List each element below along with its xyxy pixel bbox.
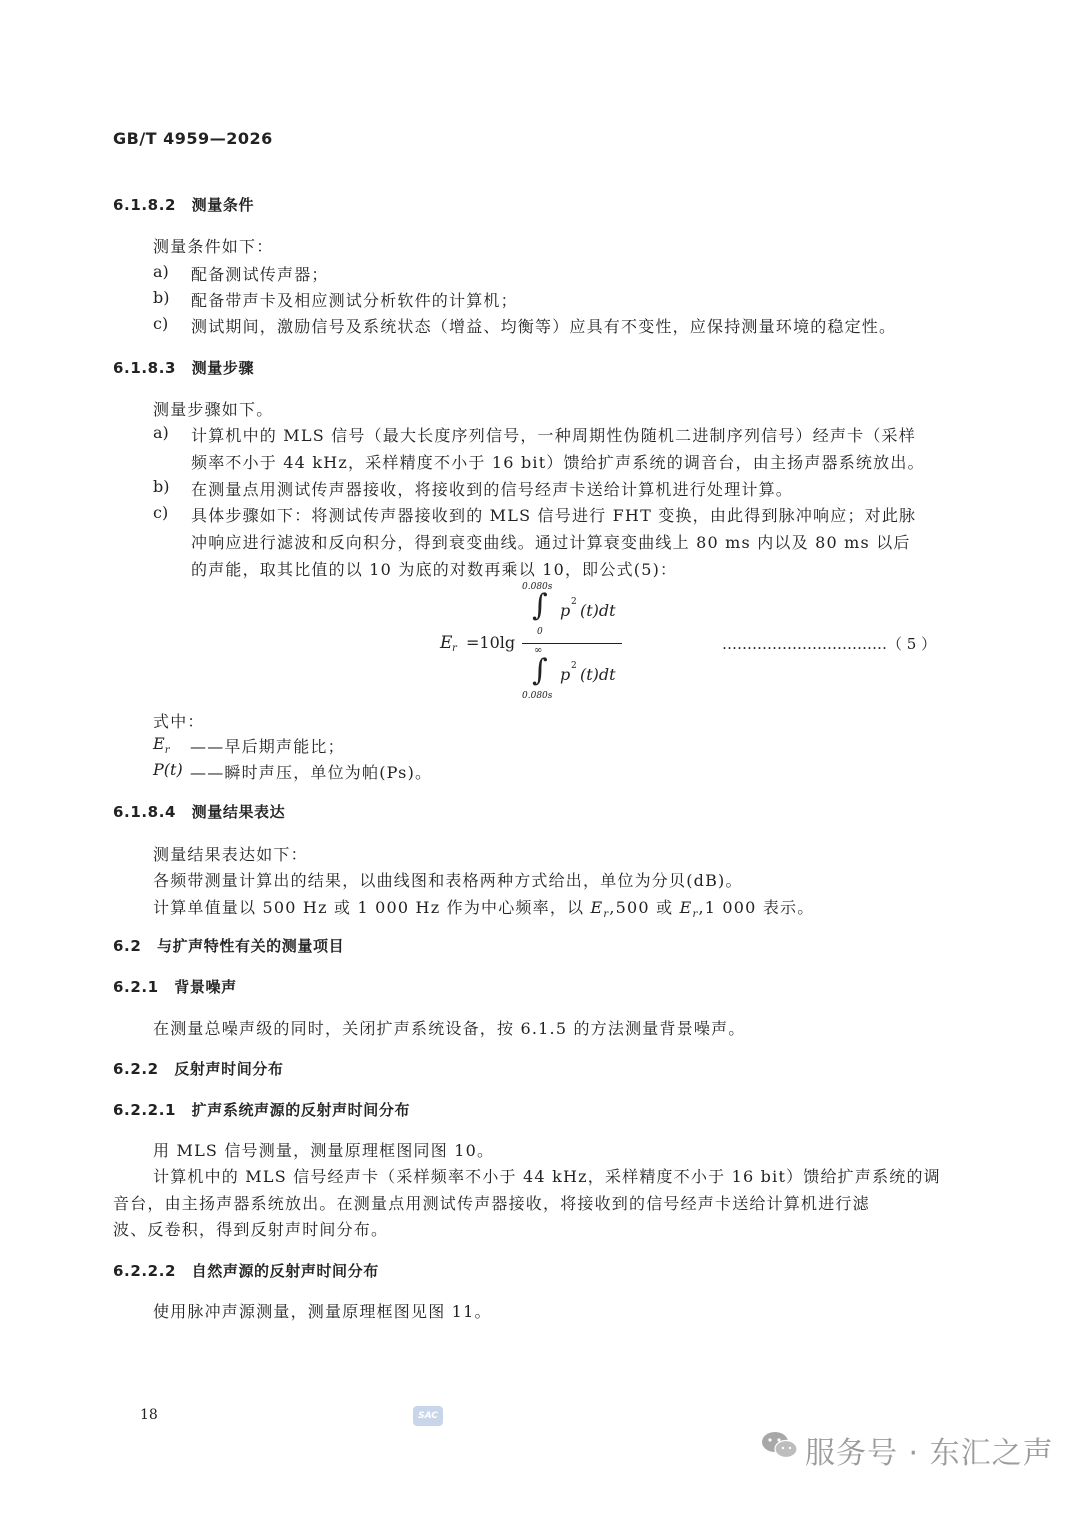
list-label: c) — [153, 314, 169, 333]
list-item-line: 冲响应进行滤波和反向积分，得到衰变曲线。通过计算衰变曲线上 80 ms 内以及 80 ms 以后 — [191, 533, 911, 552]
section-heading-6221: 6.2.2.1 扩声系统声源的反射声时间分布 — [113, 1101, 411, 1119]
list-label: a) — [153, 423, 169, 442]
formula-den-lower-limit: 0.080s — [522, 691, 553, 701]
symbol-e: E — [590, 898, 604, 917]
list-label: b) — [153, 477, 170, 496]
paragraph: 在测量总噪声级的同时，关闭扩声系统设备，按 6.1.5 的方法测量背景噪声。 — [153, 1019, 746, 1038]
formula-den-arg: (t)dt — [580, 665, 616, 684]
formula-num-integrand: p — [560, 601, 571, 620]
list-item-line: 计算机中的 MLS 信号（最大长度序列信号，一种周期性伪随机二进制序列信号）经声卡（采样 — [191, 426, 916, 445]
section-heading-6222: 6.2.2.2 自然声源的反射声时间分布 — [113, 1262, 379, 1280]
symbol-e: E — [679, 898, 693, 917]
list-label: a) — [153, 262, 169, 281]
fraction-bar — [522, 643, 622, 644]
section-heading-622: 6.2.2 反射声时间分布 — [113, 1060, 284, 1078]
where-er-desc: ——早后期声能比； — [190, 737, 345, 756]
symbol-pt: P(t) — [153, 760, 183, 779]
watermark-text: 服务号 · 东汇之声 — [805, 1436, 1054, 1471]
formula-num-lower-limit: 0 — [537, 627, 543, 637]
sac-logo: SAC — [413, 1406, 443, 1426]
page-number: 18 — [140, 1407, 158, 1423]
formula-den-power: 2 — [571, 661, 577, 671]
symbol-e: E — [153, 734, 165, 753]
formula-num-power: 2 — [571, 597, 577, 607]
symbol-e-sub: r — [164, 745, 170, 756]
list-item: 测试期间，激励信号及系统状态（增益、均衡等）应具有不变性，应保持测量环境的稳定性。 — [191, 317, 897, 336]
formula-number: ……………………………（ 5 ） — [722, 635, 937, 653]
paragraph: 测量结果表达如下： — [153, 845, 308, 864]
integral-sign: ∫ — [532, 588, 548, 623]
formula-lhs-symbol: E — [440, 633, 453, 653]
text-run: ,500 或 — [609, 898, 680, 917]
paragraph: 波、反卷积，得到反射声时间分布。 — [113, 1220, 389, 1239]
formula-den-integrand: p — [560, 665, 571, 684]
formula-lhs-subscript: r — [452, 643, 457, 654]
section-heading-6184: 6.1.8.4 测量结果表达 — [113, 803, 286, 821]
paragraph — [153, 895, 814, 918]
symbol-e-sub: r — [603, 909, 610, 920]
wechat-icon — [760, 1430, 800, 1460]
where-item-er — [153, 734, 170, 756]
formula-num-upper-limit: 0.080s — [522, 582, 553, 592]
where-pt-desc: ——瞬时声压，单位为帕(Ps)。 — [190, 763, 433, 782]
list-item-line: 具体步骤如下：将测试传声器接收到的 MLS 信号进行 FHT 变换，由此得到脉冲响应；对此脉 — [191, 506, 917, 525]
list-item: 配备测试传声器； — [191, 265, 329, 284]
where-label: 式中： — [153, 712, 205, 731]
section-heading-62: 6.2 与扩声特性有关的测量项目 — [113, 937, 345, 955]
formula-den-upper-limit: ∞ — [534, 645, 543, 656]
section-heading-6183: 6.1.8.3 测量步骤 — [113, 359, 255, 377]
integral-sign: ∫ — [532, 653, 548, 688]
list-item-line: 频率不小于 44 kHz，采样精度不小于 16 bit）馈给扩声系统的调音台，由主扬声器系统放出。 — [191, 453, 925, 472]
text-run: ,1 000 表示。 — [698, 898, 815, 917]
paragraph: 各频带测量计算出的结果，以曲线图和表格两种方式给出，单位为分贝(dB)。 — [153, 871, 743, 890]
paragraph: 测量条件如下： — [153, 237, 274, 256]
paragraph: 用 MLS 信号测量，测量原理框图同图 10。 — [153, 1141, 495, 1160]
standard-id: GB/T 4959—2026 — [113, 129, 273, 148]
list-item-line: 在测量点用测试传声器接收，将接收到的信号经声卡送给计算机进行处理计算。 — [191, 480, 794, 499]
symbol-e-sub: r — [692, 909, 699, 920]
section-heading-6182: 6.1.8.2 测量条件 — [113, 196, 255, 214]
section-heading-621: 6.2.1 背景噪声 — [113, 978, 237, 996]
list-label: b) — [153, 288, 170, 307]
list-label: c) — [153, 503, 169, 522]
text-run: 计算单值量以 500 Hz 或 1 000 Hz 作为中心频率，以 — [153, 898, 591, 917]
paragraph: 音台，由主扬声器系统放出。在测量点用测试传声器接收，将接收到的信号经声卡送给计算机进行滤 — [113, 1194, 870, 1213]
list-item-line: 的声能，取其比值的以 10 为底的对数再乘以 10，即公式(5)： — [191, 560, 678, 579]
paragraph: 计算机中的 MLS 信号经声卡（采样频率不小于 44 kHz，采样精度不小于 16 bit）馈给扩声系统的调 — [153, 1167, 941, 1186]
formula-equals: =10lg — [466, 633, 516, 652]
paragraph: 使用脉冲声源测量，测量原理框图见图 11。 — [153, 1302, 492, 1321]
list-item: 配备带声卡及相应测试分析软件的计算机； — [191, 291, 518, 310]
formula-num-arg: (t)dt — [580, 601, 616, 620]
paragraph: 测量步骤如下。 — [153, 400, 274, 419]
